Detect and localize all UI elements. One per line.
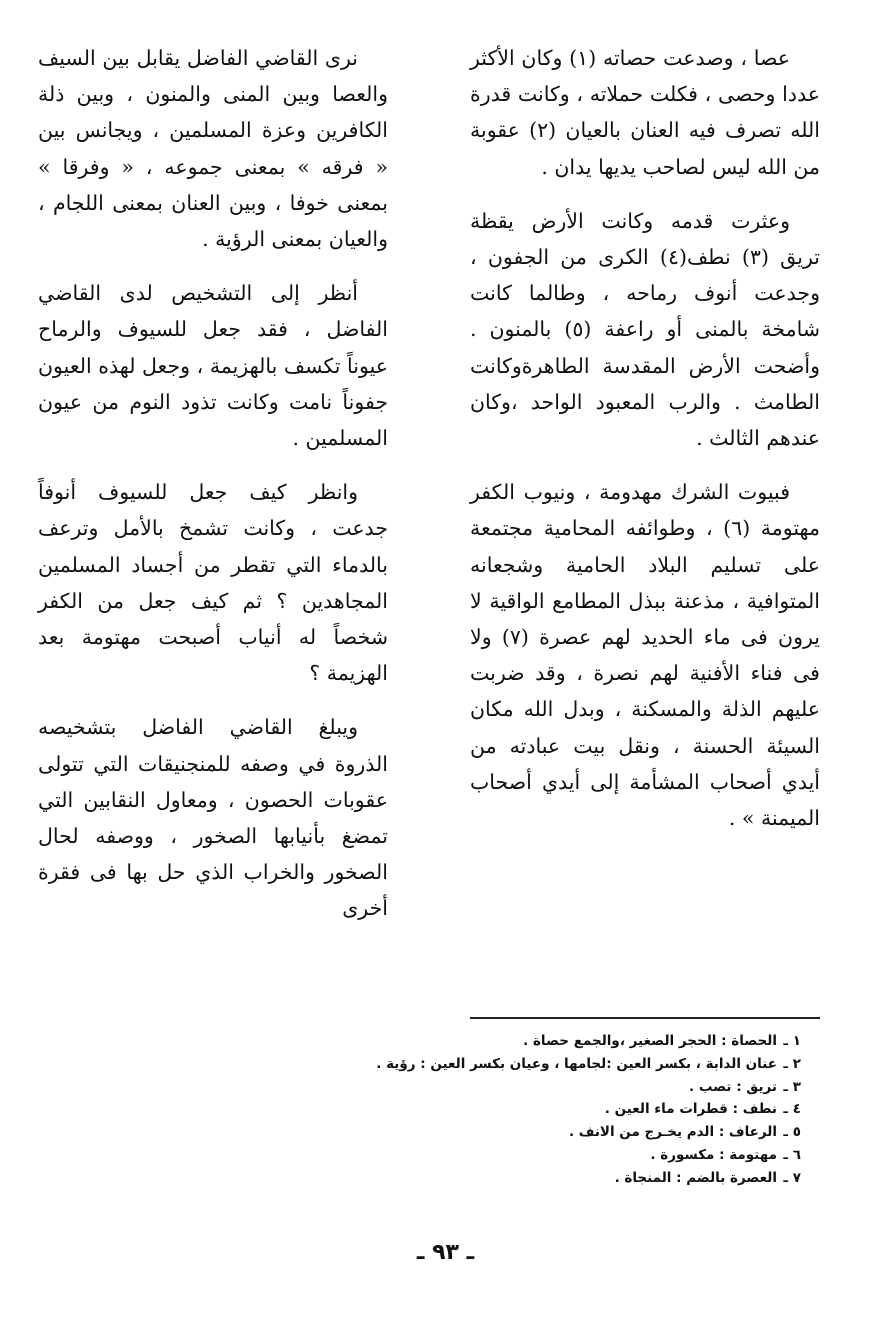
paragraph: وعثرت قدمه وكانت الأرض يقظة تريق (٣) نطف(٤) الكرى من الجفون ، وجدعت أنوف رماحه ، وطالما كانت شامخة بالمنى أو راعفة (٥) بالمنون . وأضحت الأرض المقدسة الطاهرةوكانت الطامث . والرب المعبود الواحد ،وكان عندهم الثالث .: [470, 208, 821, 451]
page-number: ـ ٩٣ ـ: [416, 1240, 475, 1265]
paragraph: فبيوت الشرك مهدومة ، ونيوب الكفر مهتومة (٦) ، وطوائفه المحامية مجتمعة على تسليم البلاد الحامية وشجعانه المتوافية ، مذعنة ببذل المطامع الواقية لا يرون فى ماء الحديد لهم عصرة (٧) ولا فى فناء الأفنية لهم نصرة ، وقد ضربت عليهم الذلة والمسكنة ، وبدل الله مكان السيئة الحسنة ، ونقل بيت عبادته من أيدي أصحاب المشأمة إلى أيدي أصحاب الميمنة » .: [470, 480, 820, 831]
paragraph: وانظر كيف جعل للسيوف أنوفاً جدعت ، وكانت تشمخ بالأمل وترعف بالدماء التي تقطر من أجساد المسلمين المجاهدين ؟ ثم كيف جعل من الكفر شخصاً له أنياب أصبحت مهتومة بعد الهزيمة ؟: [38, 480, 388, 686]
footnote: [101, 1167, 801, 1190]
footnote: [101, 1030, 801, 1053]
left-text-column: [38, 40, 388, 945]
footnote-number: ٢ ـ: [783, 1055, 801, 1072]
paragraph: ويبلغ القاضي الفاضل بتشخيصه الذروة في وصفه للمنجنيقات التي تتولى عقوبات الحصون ، ومعاول النقابين التي تمضغ بأنيابها الصخور ، ووصفه لحال الصخور والخراب الذي حل بها فى فقرة أخرى: [38, 715, 388, 921]
footnote: [101, 1076, 801, 1099]
footnote-number: ٦ ـ: [783, 1146, 801, 1163]
footnote-text: الحصاة : الحجر الصغير ،والجمع حصاة .: [523, 1033, 777, 1049]
footnote-number: ٥ ـ: [783, 1124, 801, 1141]
footnote-text: نطف : قطرات ماء العين .: [604, 1101, 777, 1118]
footnote: [101, 1098, 801, 1121]
footnote: [101, 1121, 801, 1144]
footnote-number: ٣ ـ: [783, 1078, 801, 1095]
footnote-number: ٧ ـ: [783, 1169, 801, 1186]
footnote: [101, 1144, 801, 1167]
paragraph: عصا ، وصدعت حصاته (١) وكان الأكثر عددا وحصى ، فكلت حملاته ، وكانت قدرة الله تصرف فيه العنان بالعيان (٢) عقوبة من الله ليس لصاحب يديها يدان .: [470, 46, 821, 179]
footnote: [101, 1053, 801, 1076]
paragraph: نرى القاضي الفاضل يقابل بين السيف والعصا وبين المنى والمنون ، وبين ذلة الكافرين وعزة المسلمين ، ويجانس بين « فرقه » بمعنى جموعه ، « وفرقا » بمعنى خوفا ، وبين العنان بمعنى اللجام ، والعيان بمعنى الرؤية .: [38, 46, 388, 252]
footnote-divider: [470, 1017, 820, 1019]
footnote-text: مهتومة : مكسورة .: [650, 1146, 777, 1163]
footnote-number: ٤ ـ: [783, 1101, 801, 1118]
footnote-text: عنان الدابة ، بكسر العين :لجامها ، وعيان بكسر العين : رؤية .: [376, 1055, 777, 1072]
footnote-text: العصرة بالضم : المنجاة .: [614, 1169, 777, 1186]
footnote-text: تريق : تصب .: [689, 1078, 777, 1095]
right-text-column: [470, 40, 820, 854]
footnote-number: ١ ـ: [783, 1033, 801, 1049]
footnotes: [101, 1030, 801, 1190]
paragraph: أنظر إلى التشخيص لدى القاضي الفاضل ، فقد جعل للسيوف والرماح عيوناً تكسف بالهزيمة ، وجعل لهذه العيون جفوناً نامت وكانت تذود النوم من عيون المسلمين .: [38, 281, 388, 451]
footnote-text: الرعاف : الدم يخـرج من الانف .: [568, 1124, 777, 1141]
